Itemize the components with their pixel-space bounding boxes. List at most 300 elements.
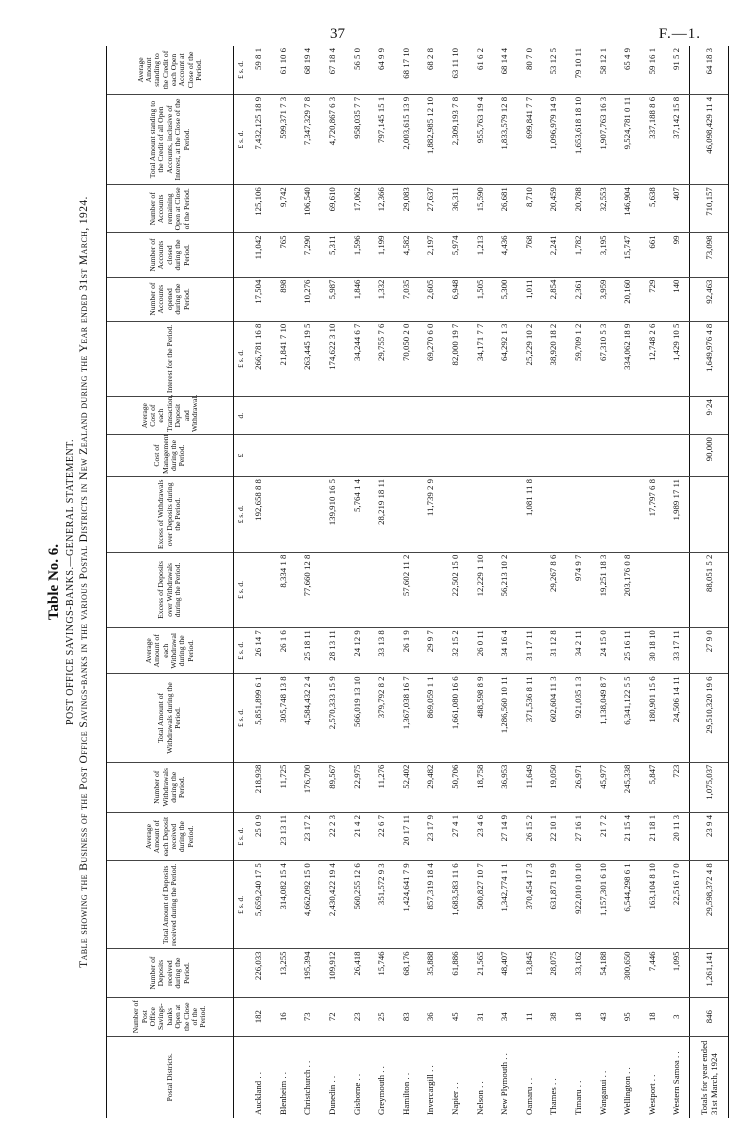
data-cell: 34 2 11 (566, 628, 591, 674)
data-cell: 26,681 (492, 185, 517, 233)
data-cell (418, 397, 443, 435)
data-cell: 898 (271, 277, 296, 321)
data-cell: 59 16 1 (640, 46, 665, 94)
data-cell: 21 7 2 (590, 812, 615, 860)
data-cell: 26 0 11 (467, 628, 492, 674)
data-cell: 9,524,781 0 11 (615, 94, 640, 184)
data-cell (615, 397, 640, 435)
data-cell (467, 397, 492, 435)
column-header: Interest for the Period. (107, 321, 234, 397)
data-cell: 974 9 7 (566, 552, 591, 628)
data-cell: 27 16 1 (566, 812, 591, 860)
data-cell: 89,567 (320, 762, 345, 812)
unit-cell (234, 185, 247, 233)
data-cell: 69,610 (320, 185, 345, 233)
data-cell: 18 (640, 997, 665, 1036)
data-cell (394, 477, 419, 553)
data-cell: 5,987 (320, 277, 345, 321)
data-cell: 26,418 (344, 949, 369, 997)
data-cell: 61 6 2 (467, 46, 492, 94)
data-cell: 3,959 (590, 277, 615, 321)
data-cell: 379,792 8 2 (369, 674, 394, 762)
district-name: Napier . . (450, 1082, 461, 1115)
data-cell: 56 5 0 (344, 46, 369, 94)
table-row (664, 46, 689, 1118)
data-cell: 25,229 10 2 (517, 321, 542, 397)
data-cell: 99 (664, 233, 689, 277)
data-cell (344, 397, 369, 435)
district-name: Dunedin . . (327, 1075, 338, 1115)
data-cell: 218,938 (246, 762, 271, 812)
units-row (234, 46, 247, 1118)
data-cell: 2,197 (418, 233, 443, 277)
data-cell: 24 12 9 (344, 628, 369, 674)
data-cell: 203,176 0 8 (615, 552, 640, 628)
data-cell: 45 (443, 997, 468, 1036)
data-cell: 24,506 14 11 (664, 674, 689, 762)
data-cell: 488,598 8 9 (467, 674, 492, 762)
data-cell: 2,570,333 15 9 (320, 674, 345, 762)
table-row (271, 46, 296, 1118)
data-cell: 35,888 (418, 949, 443, 997)
data-cell: 23 4 6 (467, 812, 492, 860)
data-cell: 20,459 (541, 185, 566, 233)
data-cell: 1,989 17 11 (664, 477, 689, 553)
data-cell (590, 435, 615, 477)
data-cell: 29,083 (394, 185, 419, 233)
data-cell: 314,082 15 4 (271, 861, 296, 949)
data-cell: 245,338 (615, 762, 640, 812)
data-cell (640, 552, 665, 628)
data-cell (246, 397, 271, 435)
data-cell: 195,394 (295, 949, 320, 997)
data-cell (541, 397, 566, 435)
data-cell (418, 552, 443, 628)
data-cell: 19,050 (541, 762, 566, 812)
data-cell: 1,213 (467, 233, 492, 277)
unit-cell: £ s. d. (234, 321, 247, 397)
data-cell: 18,758 (467, 762, 492, 812)
data-cell: 22,975 (344, 762, 369, 812)
data-cell: 12,366 (369, 185, 394, 233)
data-cell: 67,310 5 3 (590, 321, 615, 397)
data-cell (566, 397, 591, 435)
data-cell: 23 13 11 (271, 812, 296, 860)
data-cell: 17,797 6 8 (640, 477, 665, 553)
data-cell: 28,075 (541, 949, 566, 997)
district-name: Westport . . (646, 1074, 657, 1115)
unit-cell (234, 233, 247, 277)
data-cell: 29,755 7 6 (369, 321, 394, 397)
data-cell: 20 17 11 (394, 812, 419, 860)
data-cell (394, 435, 419, 477)
table-row (443, 46, 468, 1118)
district-name: Auckland . . (253, 1072, 264, 1115)
data-cell: 1,157,301 6 10 (590, 861, 615, 949)
data-cell: 63 11 10 (443, 46, 468, 94)
data-cell: 602,604 11 3 (541, 674, 566, 762)
data-cell: 33,162 (566, 949, 591, 997)
data-cell: 3,195 (590, 233, 615, 277)
data-cell: 34,244 6 7 (344, 321, 369, 397)
data-cell: 6,544,298 6 1 (615, 861, 640, 949)
data-cell (566, 435, 591, 477)
data-cell: 2,361 (566, 277, 591, 321)
district-name: Greymouth . . (376, 1066, 387, 1115)
data-cell: 21,841 7 10 (271, 321, 296, 397)
unit-cell: £ s. d. (234, 552, 247, 628)
data-cell (517, 435, 542, 477)
table-subtitle: POST OFFICE SAVINGS-BANKS.—GENERAL STATEMENT. (65, 438, 76, 726)
table-body (234, 46, 729, 1118)
data-cell: 1,429 10 5 (664, 321, 689, 397)
data-cell: 921,035 1 3 (566, 674, 591, 762)
table-row (541, 46, 566, 1118)
header-row (107, 46, 234, 1118)
data-cell: 1,011 (517, 277, 542, 321)
column-header: Number of Deposits received during the Period. (107, 949, 234, 997)
data-cell: 300,650 (615, 949, 640, 997)
data-cell: 32,553 (590, 185, 615, 233)
data-cell: 4,584,432 2 4 (295, 674, 320, 762)
data-cell: 58 12 1 (590, 46, 615, 94)
unit-cell (234, 997, 247, 1036)
district-name: Blenheim . . (277, 1071, 288, 1115)
data-cell: 33 13 8 (369, 628, 394, 674)
data-cell (541, 477, 566, 553)
data-cell: 8,334 1 8 (271, 552, 296, 628)
column-header: Total Amount of Withdrawals during the Period. (107, 674, 234, 762)
data-cell (320, 552, 345, 628)
data-cell: 25 0 9 (246, 812, 271, 860)
column-header: Excess of Deposits over Withdrawals during the Period. (107, 552, 234, 628)
data-cell (590, 477, 615, 553)
table-titles (46, 46, 106, 1118)
data-cell: 163,104 8 10 (640, 861, 665, 949)
column-header: Excess of Withdrawals over Deposits during the Period. (107, 477, 234, 553)
data-cell (369, 435, 394, 477)
data-cell: 65 4 9 (615, 46, 640, 94)
column-header: Number of Accounts remaining Open at Close of the Period. (107, 185, 234, 233)
data-cell: 729 (640, 277, 665, 321)
data-cell: 61,886 (443, 949, 468, 997)
data-cell (517, 397, 542, 435)
totals-cell: 1,075,037 (689, 762, 728, 812)
data-cell: 370,454 17 3 (517, 861, 542, 949)
data-cell: 125,106 (246, 185, 271, 233)
totals-cell: 90,000 (689, 435, 728, 477)
data-cell (320, 397, 345, 435)
table-row (369, 46, 394, 1118)
totals-cell (689, 477, 728, 553)
data-cell: 1,424,641 7 9 (394, 861, 419, 949)
data-cell: 79 10 11 (566, 46, 591, 94)
data-cell: 69,270 6 0 (418, 321, 443, 397)
data-cell: 27 14 9 (492, 812, 517, 860)
data-cell (344, 552, 369, 628)
data-cell: 25 16 11 (615, 628, 640, 674)
data-cell: 631,871 19 9 (541, 861, 566, 949)
data-cell: 140 (664, 277, 689, 321)
unit-cell: £ (234, 435, 247, 477)
data-cell (271, 397, 296, 435)
data-cell: 1,907,763 16 3 (590, 94, 615, 184)
data-cell: 7,446 (640, 949, 665, 997)
totals-cell: 64 18 3 (689, 46, 728, 94)
data-cell (492, 435, 517, 477)
data-cell (664, 397, 689, 435)
data-cell: 266,781 16 8 (246, 321, 271, 397)
data-cell: 26 1 6 (271, 628, 296, 674)
data-cell (492, 477, 517, 553)
data-cell: 16 (271, 997, 296, 1036)
unit-cell (234, 1036, 247, 1118)
data-cell: 305,748 13 8 (271, 674, 296, 762)
data-cell (295, 397, 320, 435)
data-cell: 31 12 8 (541, 628, 566, 674)
data-cell: 59 8 1 (246, 46, 271, 94)
data-cell: 37,142 15 8 (664, 94, 689, 184)
data-cell: 27 4 1 (443, 812, 468, 860)
data-cell: 26 15 2 (517, 812, 542, 860)
data-cell: 13,845 (517, 949, 542, 997)
table-row (320, 46, 345, 1118)
data-cell: 54,188 (590, 949, 615, 997)
data-cell: 599,371 7 3 (271, 94, 296, 184)
table-row (418, 46, 443, 1118)
data-cell: 11,739 2 9 (418, 477, 443, 553)
data-cell: 52,402 (394, 762, 419, 812)
table-row (517, 46, 542, 1118)
data-cell: 57,602 11 2 (394, 552, 419, 628)
data-cell: 5,659,240 17 5 (246, 861, 271, 949)
column-header: Number of Accounts closed during the Period. (107, 233, 234, 277)
data-cell: 2,854 (541, 277, 566, 321)
data-cell (467, 477, 492, 553)
data-cell: 5,847 (640, 762, 665, 812)
table-row (590, 46, 615, 1118)
data-cell: 1,138,049 8 7 (590, 674, 615, 762)
data-cell: 31 17 11 (517, 628, 542, 674)
totals-cell: 1,261,141 (689, 949, 728, 997)
district-name: Invercargill . . (425, 1065, 436, 1115)
data-cell: 1,095 (664, 949, 689, 997)
data-cell: 146,904 (615, 185, 640, 233)
data-cell: 28,219 18 11 (369, 477, 394, 553)
data-cell (443, 435, 468, 477)
column-header: Number of Accounts opened during the Period. (107, 277, 234, 321)
data-cell: 2,241 (541, 233, 566, 277)
data-cell: 1,096,979 14 9 (541, 94, 566, 184)
data-cell: 34,171 7 7 (467, 321, 492, 397)
data-cell: 1,833,579 12 8 (492, 94, 517, 184)
data-cell: 22 6 7 (369, 812, 394, 860)
data-cell: 68,176 (394, 949, 419, 997)
table-row (467, 46, 492, 1118)
data-cell (344, 435, 369, 477)
data-cell: 176,700 (295, 762, 320, 812)
column-header: Cost of Management during the Period. (107, 435, 234, 477)
data-cell: 5,851,899 6 1 (246, 674, 271, 762)
data-cell: 80 7 0 (517, 46, 542, 94)
data-cell: 38,920 18 2 (541, 321, 566, 397)
data-cell: 23 17 9 (418, 812, 443, 860)
totals-cell: 29,598,372 4 8 (689, 861, 728, 949)
data-cell: 13,255 (271, 949, 296, 997)
unit-cell (234, 762, 247, 812)
data-cell: 68 19 4 (295, 46, 320, 94)
data-cell: 26,971 (566, 762, 591, 812)
data-cell: 26 1 9 (394, 628, 419, 674)
data-cell: 82,000 19 7 (443, 321, 468, 397)
data-cell (295, 477, 320, 553)
data-cell: 64,292 1 3 (492, 321, 517, 397)
data-cell: 19,251 18 3 (590, 552, 615, 628)
data-cell (640, 435, 665, 477)
data-cell: 22 2 3 (320, 812, 345, 860)
unit-cell: £ s. d. (234, 628, 247, 674)
table-label: Table No. 6. (46, 543, 62, 621)
unit-cell: £ s. d. (234, 812, 247, 860)
data-cell (443, 477, 468, 553)
data-cell: 68 14 4 (492, 46, 517, 94)
data-cell: 1,846 (344, 277, 369, 321)
data-cell: 83 (394, 997, 419, 1036)
data-cell: 38 (541, 997, 566, 1036)
data-cell: 7,290 (295, 233, 320, 277)
data-cell: 50,706 (443, 762, 468, 812)
data-cell: 351,572 9 3 (369, 861, 394, 949)
data-cell: 21 15 4 (615, 812, 640, 860)
column-header: Average Cost of each Transaction, Deposit and Withdrawal. (107, 397, 234, 435)
data-cell: 68 2 8 (418, 46, 443, 94)
data-cell: 27,637 (418, 185, 443, 233)
totals-cell: 27 9 0 (689, 628, 728, 674)
data-cell: 22,516 17 0 (664, 861, 689, 949)
data-cell: 765 (271, 233, 296, 277)
data-cell: 91 5 2 (664, 46, 689, 94)
data-cell: 26 14 7 (246, 628, 271, 674)
data-cell (467, 435, 492, 477)
data-cell: 337,188 8 6 (640, 94, 665, 184)
data-cell: 5,300 (492, 277, 517, 321)
data-cell: 5,764 1 4 (344, 477, 369, 553)
data-cell: 36,953 (492, 762, 517, 812)
column-header: Number of Withdrawals during the Period. (107, 762, 234, 812)
data-cell: 29 9 7 (418, 628, 443, 674)
district-name: Gisborne . . (351, 1073, 362, 1115)
data-cell: 24 15 0 (590, 628, 615, 674)
data-cell: 723 (664, 762, 689, 812)
data-cell: 25 18 11 (295, 628, 320, 674)
data-cell: 226,033 (246, 949, 271, 997)
savings-bank-table (106, 46, 729, 1118)
data-cell (541, 435, 566, 477)
data-cell: 958,035 7 7 (344, 94, 369, 184)
data-cell: 11 (517, 997, 542, 1036)
data-cell: 29,482 (418, 762, 443, 812)
data-cell: 5,638 (640, 185, 665, 233)
data-cell (295, 435, 320, 477)
data-cell: 70,050 2 0 (394, 321, 419, 397)
data-cell: 61 10 6 (271, 46, 296, 94)
data-cell: 20,788 (566, 185, 591, 233)
data-cell: 192,658 8 8 (246, 477, 271, 553)
data-cell: 7,035 (394, 277, 419, 321)
data-cell (369, 552, 394, 628)
data-cell: 7,347,329 7 8 (295, 94, 320, 184)
data-cell: 2,605 (418, 277, 443, 321)
data-cell: 1,653,618 18 10 (566, 94, 591, 184)
data-cell: 955,763 19 4 (467, 94, 492, 184)
district-name: New Plymouth . . (499, 1053, 510, 1115)
data-cell: 56,213 10 2 (492, 552, 517, 628)
data-cell (615, 477, 640, 553)
data-cell: 857,319 18 4 (418, 861, 443, 949)
district-name: Western Samoa . . (671, 1051, 682, 1115)
unit-cell (234, 277, 247, 321)
column-header: Total Amount of Deposits received during the Period. (107, 861, 234, 949)
data-cell: 4,662,092 15 0 (295, 861, 320, 949)
unit-cell: £ s. d. (234, 46, 247, 94)
data-cell: 768 (517, 233, 542, 277)
data-cell: 11,649 (517, 762, 542, 812)
data-cell: 48,407 (492, 949, 517, 997)
data-cell: 922,010 10 10 (566, 861, 591, 949)
data-cell: 34 (492, 997, 517, 1036)
data-cell: 34 16 4 (492, 628, 517, 674)
table-row (566, 46, 591, 1118)
data-cell: 6,341,122 5 5 (615, 674, 640, 762)
data-cell: 95 (615, 997, 640, 1036)
table-row (615, 46, 640, 1118)
data-cell: 20,160 (615, 277, 640, 321)
data-cell: 182 (246, 997, 271, 1036)
data-cell: 15,590 (467, 185, 492, 233)
column-header: Number of Post Office Savings-banks Open at the Close of the Period. (107, 997, 234, 1036)
data-cell (418, 435, 443, 477)
totals-cell: 710,157 (689, 185, 728, 233)
data-cell: 1,342,774 1 1 (492, 861, 517, 949)
data-cell: 77,660 12 8 (295, 552, 320, 628)
data-cell: 21 4 2 (344, 812, 369, 860)
data-cell (640, 397, 665, 435)
district-name: Wellington . . (622, 1067, 633, 1115)
totals-cell: 73,098 (689, 233, 728, 277)
table-row (640, 46, 665, 1118)
page-number: 37 (330, 26, 345, 42)
data-cell: 2,003,615 13 9 (394, 94, 419, 184)
data-cell: 797,145 15 1 (369, 94, 394, 184)
data-cell (615, 435, 640, 477)
data-cell: 12,748 2 6 (640, 321, 665, 397)
data-cell: 1,882,985 12 10 (418, 94, 443, 184)
data-cell: 139,910 16 5 (320, 477, 345, 553)
totals-cell: 23 9 4 (689, 812, 728, 860)
totals-cell: 1,649,976 4 8 (689, 321, 728, 397)
data-cell: 36 (418, 997, 443, 1036)
data-cell: 23 (344, 997, 369, 1036)
data-cell: 1,199 (369, 233, 394, 277)
table-row (492, 46, 517, 1118)
data-cell: 2,309,193 7 8 (443, 94, 468, 184)
data-cell (590, 397, 615, 435)
data-cell (271, 477, 296, 553)
data-cell: 73 (295, 997, 320, 1036)
data-cell: 25 (369, 997, 394, 1036)
district-name: Christchurch . . (302, 1060, 313, 1115)
data-cell: 3 (664, 997, 689, 1036)
